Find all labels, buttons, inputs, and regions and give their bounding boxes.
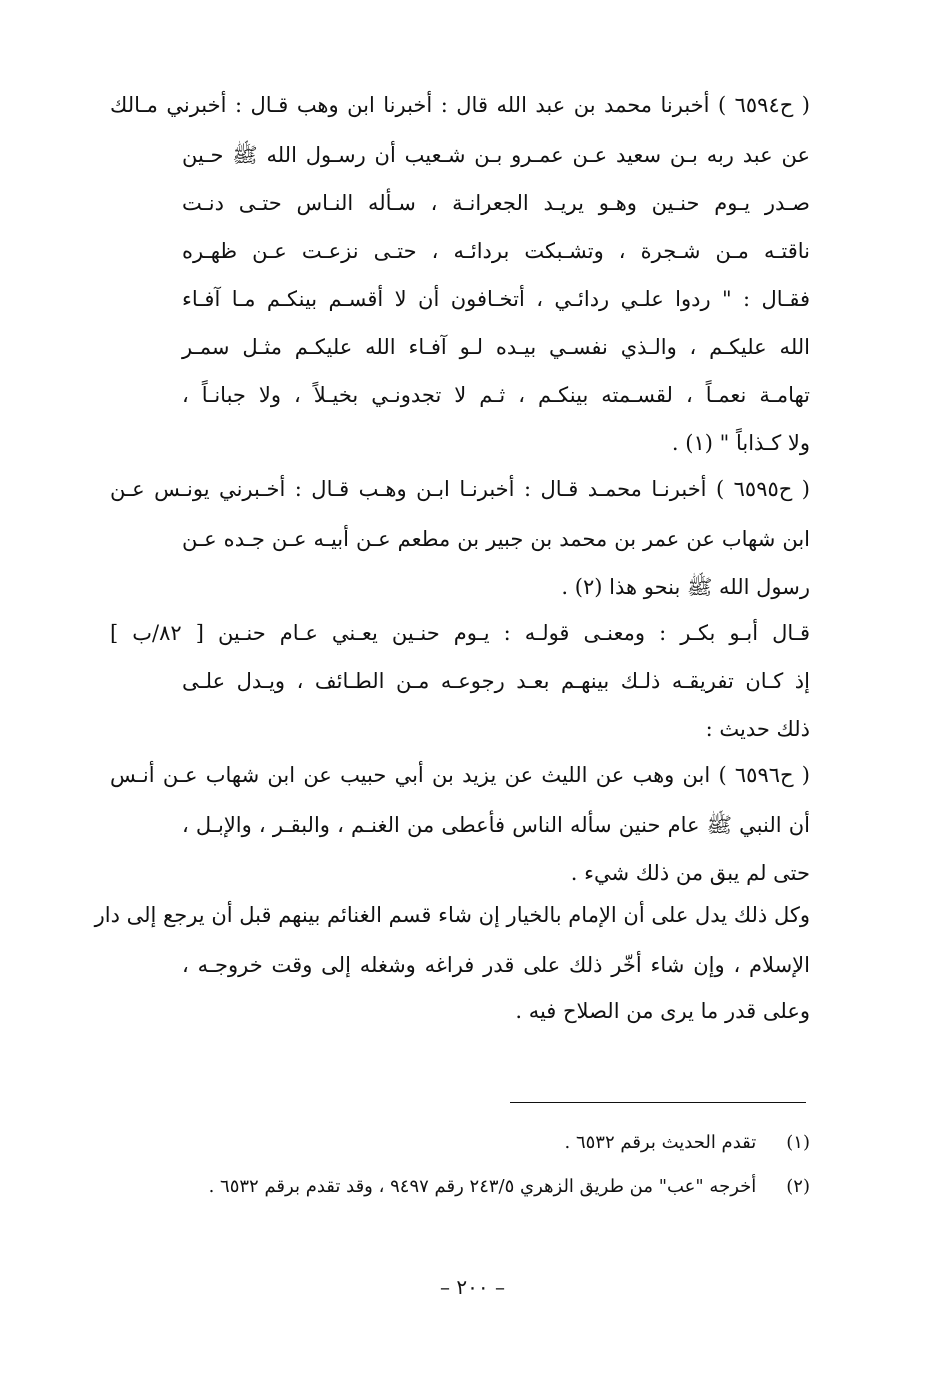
footnote-text: تقدم الحديث برقم ٦٥٣٢ . (564, 1132, 757, 1153)
text-line: رسول الله ﷺ بنحو هذا (٢) . (561, 575, 810, 599)
text-line: ذلك حديث : (705, 717, 810, 741)
text-line: الإسلام ، وإن شاء أخّر ذلك على قدر فراغه وشغله إلى وقت خروجـه ، (182, 953, 810, 977)
text-line: حتى لم يبق من ذلك شيء . (570, 861, 810, 885)
text-line: وكل ذلك يدل على أن الإمام بالخيار إن شاء قسم الغنائم بينهم قبل أن يرجع إلى دار (94, 903, 810, 927)
text-line: صـدر يـوم حنـين وهـو يريـد الجعرانـة ، سـأله النـاس حتـى دنـت (182, 191, 810, 215)
text-line: وعلى قدر ما يرى من الصلاح فيه . (515, 999, 810, 1023)
footnote (110, 1130, 810, 1156)
text-line: الله عليكـم ، والـذي نفسـي بيـده لـو آفـاء الله عليكـم مثـل سمـر (182, 335, 810, 359)
text-line: ( ح٦٥٩٥ ) أخبرنـا محمـد قـال : أخبرنـا ابـن وهـب قـال : أخـبرني يونـس عـن (110, 477, 810, 501)
footnote (110, 1174, 810, 1200)
text-line: ابن شهاب عن عمر بن محمد بن جبير بن مطعم عـن أبيـه عـن جـده عـن (182, 527, 810, 551)
text-line: فقـال : " ردوا علـي ردائـي ، أتخـافون أن لا أقسـم بينكـم مـا آفـاء (182, 287, 810, 311)
text-line: قـال أبـو بكـر : ومعنـى قولـه : يـوم حنـين يعـني عـام حنـين [ ٨٢/ب ] (110, 621, 810, 645)
text-line: تهامـة نعمـاً ، لقسـمته بينكـم ، ثـم لا تجدونـي بخيـلاً ، ولا جبانـاً ، (182, 383, 810, 407)
footnote-text: أخرجه "عب" من طريق الزهري ٢٤٣/٥ رقم ٩٤٩٧ ، وقد تقدم برقم ٦٥٣٢ . (208, 1176, 757, 1197)
footnote-separator (510, 1102, 806, 1103)
text-line: ( ح٦٥٩٤ ) أخبرنا محمد بن عبد الله قال : أخبرنا ابن وهب قـال : أخبرني مـالك (110, 93, 810, 117)
text-line: أن النبي ﷺ عام حنين سأله الناس فأعطى من الغنـم ، والبقـر ، والإبـل ، (182, 813, 810, 837)
footnote-number: (٢) (786, 1176, 810, 1197)
text-line: إذ كـان تفريقـه ذلـك بينهـم بعـد رجوعـه مـن الطـائف ، ويـدل علـى (182, 669, 810, 693)
text-line: ( ح٦٥٩٦ ) ابن وهب عن الليث عن يزيد بن أبي حبيب عن ابن شهاب عـن أنـس (110, 763, 810, 787)
page-number: – ٢٠٠ – (440, 1275, 505, 1299)
text-line: ولا كـذاباً " (١) . (671, 431, 810, 455)
footnote-number: (١) (786, 1132, 810, 1153)
text-line: عن عبد ربه بـن سعيد عـن عمـرو بـن شـعيب أن رسـول الله ﷺ حـين (182, 143, 810, 167)
text-line: ناقتـه مـن شـجرة ، وتشـبكت بردائـه ، حتـى نزعـت عـن ظهـره (182, 239, 810, 263)
